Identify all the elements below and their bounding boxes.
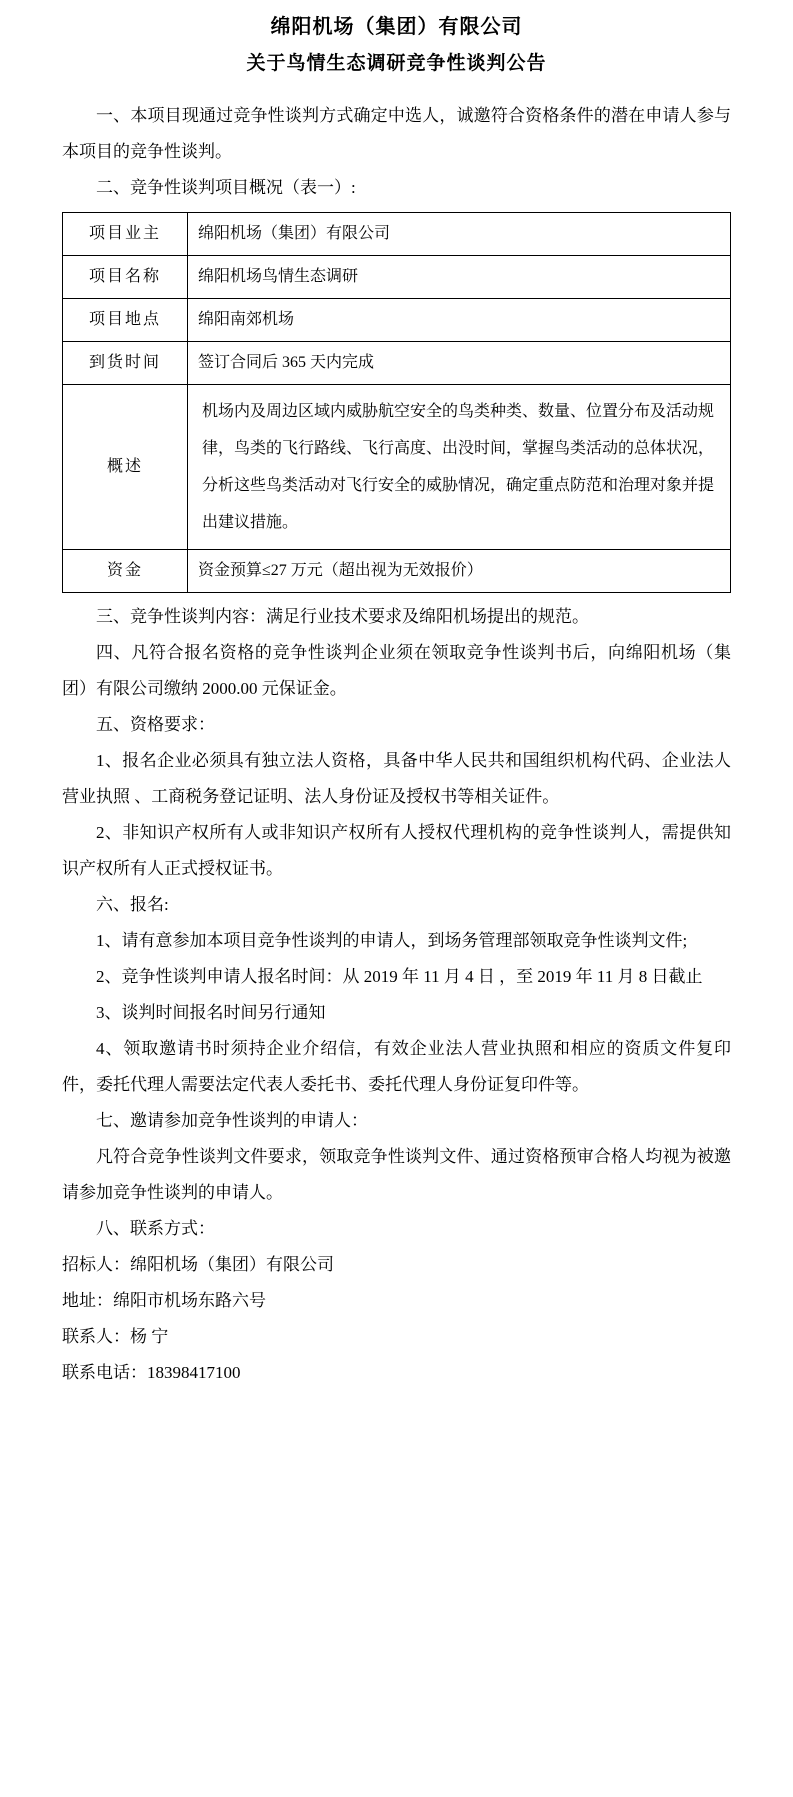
section-5-item-2: 2、非知识产权所有人或非知识产权所有人授权代理机构的竞争性谈判人，需提供知识产权所有人正式授权证书。 — [62, 823, 731, 878]
table-cell-label: 项目业主 — [63, 213, 188, 256]
contact-person: 联系人：杨 宁 — [62, 1327, 169, 1346]
table-cell-label: 概述 — [63, 385, 188, 550]
document-title-line2: 关于鸟情生态调研竞争性谈判公告 — [246, 53, 547, 74]
section-5-title: 五、资格要求： — [96, 715, 215, 734]
contact-address: 地址：绵阳市机场东路六号 — [62, 1291, 266, 1310]
table-cell-value: 绵阳机场鸟情生态调研 — [188, 256, 731, 299]
section-3-paragraph: 三、竞争性谈判内容：满足行业技术要求及绵阳机场提出的规范。 — [96, 607, 589, 626]
table-cell-label: 项目名称 — [63, 256, 188, 299]
table-cell-label: 到货时间 — [63, 342, 188, 385]
section-7-body: 凡符合竞争性谈判文件要求，领取竞争性谈判文件、通过资格预审合格人均视为被邀请参加竞争性谈判的申请人。 — [62, 1147, 731, 1202]
table-row — [63, 213, 731, 256]
section-6-item-3: 3、谈判时间报名时间另行通知 — [96, 1003, 326, 1022]
project-overview-table — [62, 212, 731, 593]
section-2-intro: 二、竞争性谈判项目概况（表一）: — [96, 178, 356, 197]
table-cell-value: 机场内及周边区域内威胁航空安全的鸟类种类、数量、位置分布及活动规律，鸟类的飞行路线、飞行高度、出没时间，掌握鸟类活动的总体状况，分析这些鸟类活动对飞行安全的威胁情况，确定重点防范和治理对象并提出建议措施。 — [188, 385, 731, 550]
table-row — [63, 385, 731, 550]
section-8-title: 八、联系方式： — [96, 1219, 215, 1238]
section-1-paragraph: 一、本项目现通过竞争性谈判方式确定中选人，诚邀符合资格条件的潜在申请人参与本项目的竞争性谈判。 — [62, 106, 731, 161]
table-cell-label: 项目地点 — [63, 299, 188, 342]
contact-tenderer: 招标人：绵阳机场（集团）有限公司 — [62, 1255, 334, 1274]
table-cell-value: 资金预算≤27 万元（超出视为无效报价） — [188, 550, 731, 593]
table-cell-value: 签订合同后 365 天内完成 — [188, 342, 731, 385]
section-5-item-1: 1、报名企业必须具有独立法人资格，具备中华人民共和国组织机构代码、企业法人营业执照 、工商税务登记证明、法人身份证及授权书等相关证件。 — [62, 751, 731, 806]
section-6-item-1: 1、请有意参加本项目竞争性谈判的申请人，到场务管理部领取竞争性谈判文件; — [96, 931, 688, 950]
table-row — [63, 256, 731, 299]
document-title-line1: 绵阳机场（集团）有限公司 — [270, 16, 523, 38]
table-cell-value: 绵阳南郊机场 — [188, 299, 731, 342]
table-cell-label: 资金 — [63, 550, 188, 593]
table-row — [63, 342, 731, 385]
section-6-item-4: 4、领取邀请书时须持企业介绍信，有效企业法人营业执照和相应的资质文件复印件，委托代理人需要法定代表人委托书、委托代理人身份证复印件等。 — [62, 1039, 731, 1094]
contact-phone: 联系电话：18398417100 — [62, 1363, 241, 1382]
table-row — [63, 550, 731, 593]
section-6-title: 六、报名: — [96, 895, 169, 914]
section-7-title: 七、邀请参加竞争性谈判的申请人： — [96, 1111, 368, 1130]
section-4-paragraph: 四、凡符合报名资格的竞争性谈判企业须在领取竞争性谈判书后，向绵阳机场（集团）有限公司缴纳 2000.00 元保证金。 — [62, 643, 731, 698]
table-row — [63, 299, 731, 342]
table-cell-value: 绵阳机场（集团）有限公司 — [188, 213, 731, 256]
section-6-item-2: 2、竞争性谈判申请人报名时间：从 2019 年 11 月 4 日 ，至 2019 年 11 月 8 日截止 — [96, 967, 703, 986]
